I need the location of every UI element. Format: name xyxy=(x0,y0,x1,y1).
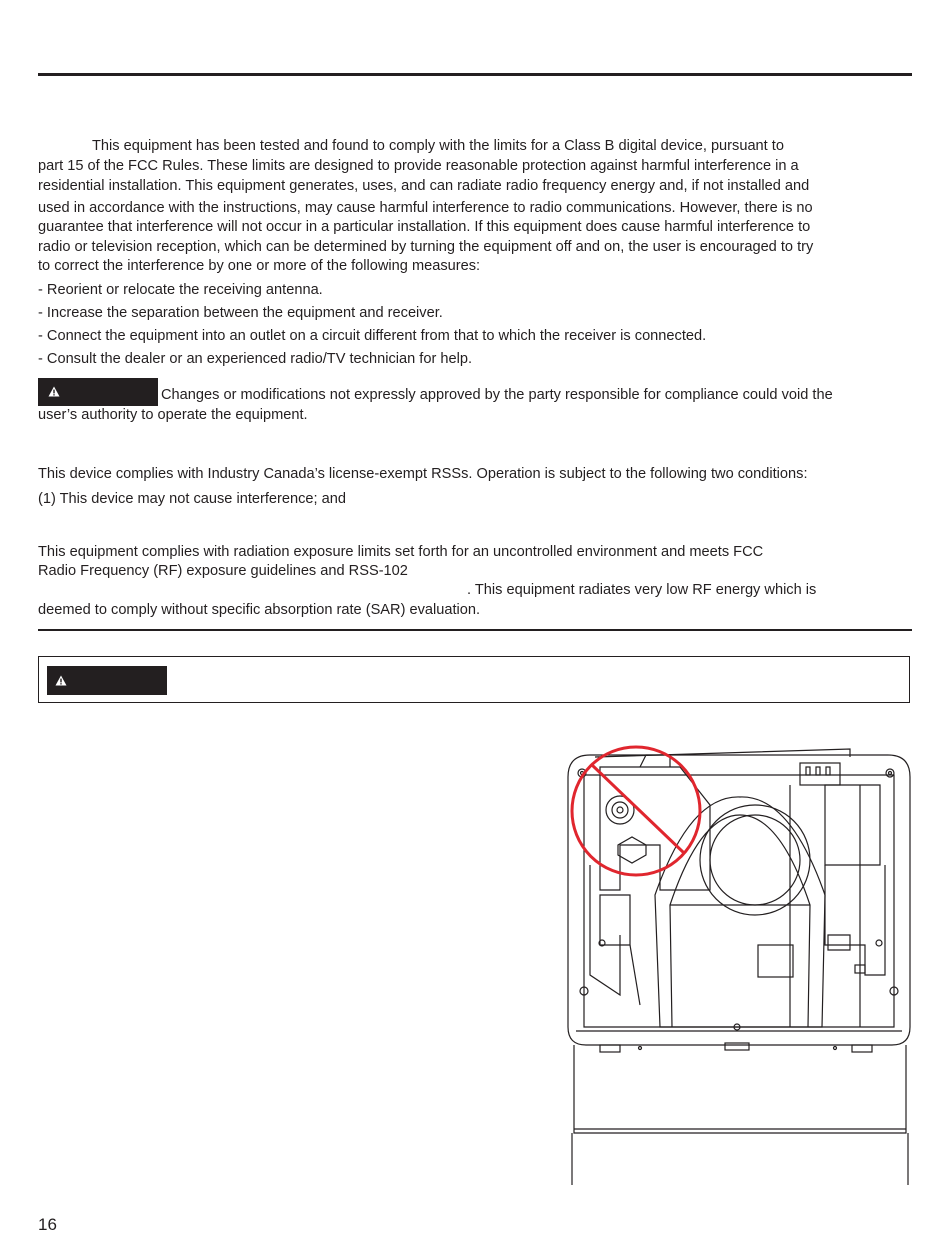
top-rule xyxy=(38,73,912,76)
measure-item: - Increase the separation between the equipment and receiver. xyxy=(38,305,443,321)
rf-text-line: This equipment complies with radiation exposure limits set forth for an uncontrolled environment and meets FCC xyxy=(38,544,764,560)
warning-box xyxy=(38,656,910,703)
caution-badge xyxy=(38,378,158,406)
fcc-text-line: part 15 of the FCC Rules. These limits are designed to provide reasonable protection against harmful interference in a xyxy=(38,158,799,174)
measure-item: - Consult the dealer or an experienced radio/TV technician for help. xyxy=(38,351,473,367)
section-rule xyxy=(38,629,912,631)
ic-text-line: This device complies with Industry Canada’s license-exempt RSSs. Operation is subject to the following two conditions: xyxy=(38,466,808,482)
measure-item: - Reorient or relocate the receiving antenna. xyxy=(38,282,323,298)
rf-text-line: Radio Frequency (RF) exposure guidelines and RSS-102 xyxy=(38,563,408,579)
fcc-text-line: to correct the interference by one or more of the following measures: xyxy=(38,258,481,274)
fcc-intro-line: This equipment has been tested and found to comply with the limits for a Class B digital device, pursuant to xyxy=(92,138,784,154)
fcc-text-line: used in accordance with the instructions, may cause harmful interference to radio communications. However, there is no xyxy=(38,200,813,216)
measure-item: - Connect the equipment into an outlet on a circuit different from that to which the receiver is connected. xyxy=(38,328,707,344)
caution-statement-cont: user’s authority to operate the equipment. xyxy=(38,407,308,423)
ic-condition-1: (1) This device may not cause interference; and xyxy=(38,491,346,507)
warning-icon xyxy=(48,386,60,397)
page-number: 16 xyxy=(38,1215,57,1234)
warning-badge xyxy=(47,666,167,695)
fcc-text-line: guarantee that interference will not occur in a particular installation. If this equipment does cause harmful interference to xyxy=(38,219,811,235)
fcc-text-line: radio or television reception, which can be determined by turning the equipment off and on, the user is encouraged to try xyxy=(38,239,814,255)
fcc-text-line: residential installation. This equipment generates, uses, and can radiate radio frequency energy and, if not installed and xyxy=(38,178,810,194)
caution-statement: Changes or modifications not expressly approved by the party responsible for compliance could void the xyxy=(38,378,833,406)
appliance-top-view-illustration xyxy=(560,745,920,1185)
warning-icon xyxy=(55,675,67,686)
prohibition-icon xyxy=(572,747,700,875)
rf-text-line: . This equipment radiates very low RF energy which is xyxy=(467,582,817,598)
rf-text-line: deemed to comply without specific absorption rate (SAR) evaluation. xyxy=(38,602,481,618)
